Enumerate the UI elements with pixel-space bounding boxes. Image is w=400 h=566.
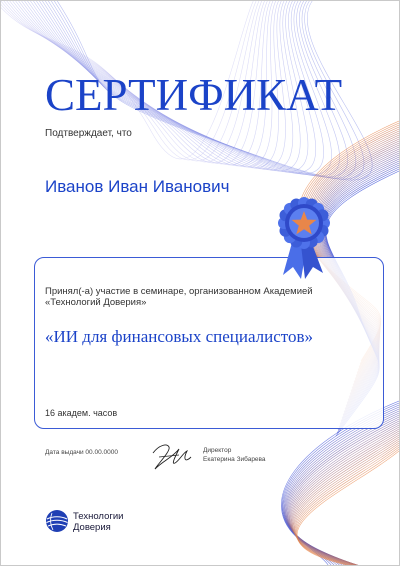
issue-date: Дата выдачи 00.00.0000 [45,449,118,456]
logo-line-1: Технологии [73,511,124,522]
seminar-title: «ИИ для финансовых специалистов» [45,327,314,346]
handwritten-signature [149,439,195,475]
logo-text [73,511,123,533]
confirms-label: Подтверждает, что [45,128,132,139]
certificate-title: СЕРТИФИКАТ [45,70,343,120]
participation-text: Принял(-а) участие в семинаре, организованном Академией «Технологий Доверия» [45,286,313,308]
recipient-name: Иванов Иван Иванович [45,177,230,196]
director-name: Екатерина Зибарева [203,455,266,463]
rosette-star-icon [271,187,337,283]
globe-logo-icon [45,509,69,533]
director-block [203,447,266,464]
logo-line-2: Доверия [73,522,111,533]
hours-count: 16 академ. часов [45,408,118,418]
wave-line [270,407,399,565]
director-title: Директор [203,447,232,454]
